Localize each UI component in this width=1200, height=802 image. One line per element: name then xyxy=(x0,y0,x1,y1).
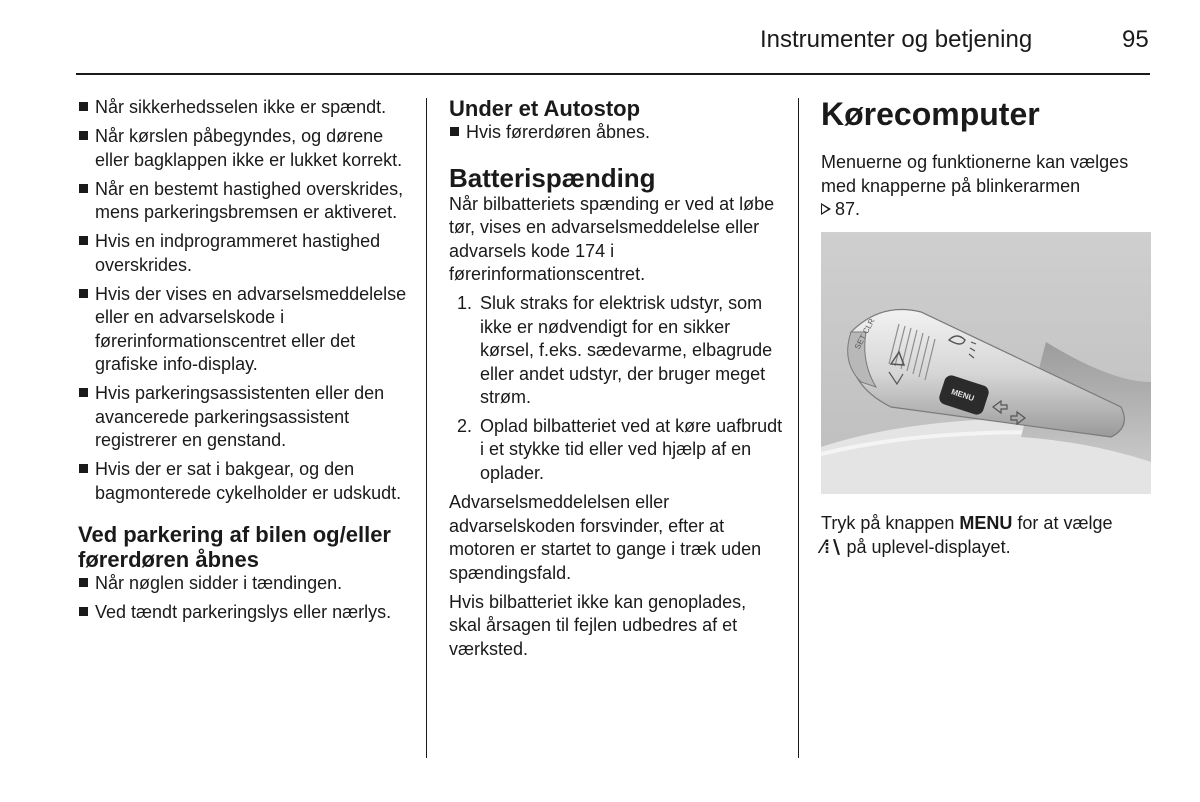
list-item: Hvis der er sat i bakgear, og den bagmonterede cykelholder er udskudt. xyxy=(78,458,410,505)
bullet-square-icon xyxy=(79,289,88,298)
column-2 xyxy=(449,96,783,667)
bullet-square-icon xyxy=(79,388,88,397)
parking-heading: Ved parkering af bilen og/eller førerdøren åbnes xyxy=(78,522,391,572)
list-item: Når en bestemt hastighed overskrides, mens parkeringsbremsen er aktiveret. xyxy=(78,178,410,225)
turn-signal-lever-illustration xyxy=(821,232,1151,494)
running-header-title: Instrumenter og betjening xyxy=(760,26,1033,53)
autostop-list xyxy=(449,121,783,145)
step-item: 1. Sluk straks for elektrisk udstyr, som ikke er nødvendigt for en sikker kørsel, f.eks. sædevarme, elbagrude eller andet udstyr, der bruger meget strøm. xyxy=(457,293,773,407)
battery-heading: Batterispænding xyxy=(449,162,656,193)
battery-paragraph-1: Advarselsmeddelelsen eller advarselskoden forsvinder, efter at motoren er startet to gange i træk uden spændingsfald. xyxy=(449,492,762,583)
bullet-square-icon xyxy=(79,184,88,193)
column-1 xyxy=(78,96,410,630)
list-item: Hvis der vises en advarselsmeddelelse eller en advarselskode i førerinformationscentret eller det grafiske info-display. xyxy=(78,283,410,377)
menu-symbol-icon: ⁄⁞∖ xyxy=(821,536,842,557)
section-heading: Kørecomputer xyxy=(821,96,1040,132)
autostop-heading: Under et Autostop xyxy=(449,96,641,121)
battery-intro: Når bilbatteriets spænding er ved at løbe tør, vises en advarselsmeddelelse eller advarsels kode 174 i førerinformationscentret. xyxy=(449,193,775,284)
lever-set-clr-label: SET CLR xyxy=(852,317,877,351)
list-item: Hvis parkeringsassistenten eller den avancerede parkeringsassistent registrerer en genstand. xyxy=(78,382,410,453)
battery-steps xyxy=(449,292,783,485)
computer-intro: Menuerne og funktionerne kan vælges med knapperne på blinkerarmen 87. xyxy=(821,152,1129,219)
list-item: Hvis førerdøren åbnes. xyxy=(449,121,783,145)
bullet-square-icon xyxy=(79,236,88,245)
menu-button-label: MENU xyxy=(950,387,976,404)
battery-paragraph-2: Hvis bilbatteriet ikke kan genoplades, skal årsagen til fejlen udbedres af et værksted. xyxy=(449,591,747,659)
menu-keyword: MENU xyxy=(959,513,1013,533)
bullet-square-icon xyxy=(79,607,88,616)
bullet-square-icon xyxy=(79,102,88,111)
figure-caption: Tryk på knappen MENU for at vælge ⁄⁞∖ på uplevel-displayet. xyxy=(821,513,1113,557)
column-divider-2 xyxy=(798,98,799,758)
list-item: Når kørslen påbegyndes, og dørene eller bagklappen ikke er lukket korrekt. xyxy=(78,125,410,172)
bullet-square-icon xyxy=(79,131,88,140)
column-3 xyxy=(821,96,1155,227)
bullet-square-icon xyxy=(79,464,88,473)
header-rule xyxy=(76,73,1150,75)
page-reference-icon xyxy=(821,203,831,215)
parking-list xyxy=(78,572,410,625)
list-item: Når nøglen sidder i tændingen. xyxy=(78,572,410,596)
page-number: 95 xyxy=(1122,26,1149,53)
step-item: 2. Oplad bilbatteriet ved at køre uafbrudt i et stykke tid eller ved hjælp af en oplader. xyxy=(457,415,783,483)
page-reference: 87. xyxy=(835,199,861,219)
list-item: Når sikkerhedsselen ikke er spændt. xyxy=(78,96,410,120)
bullet-square-icon xyxy=(79,578,88,587)
list-item: Hvis en indprogrammeret hastighed overskrides. xyxy=(78,230,410,277)
warning-list xyxy=(78,96,410,505)
list-item: Ved tændt parkeringslys eller nærlys. xyxy=(78,601,410,625)
column-divider-1 xyxy=(426,98,427,758)
bullet-square-icon xyxy=(450,127,459,136)
